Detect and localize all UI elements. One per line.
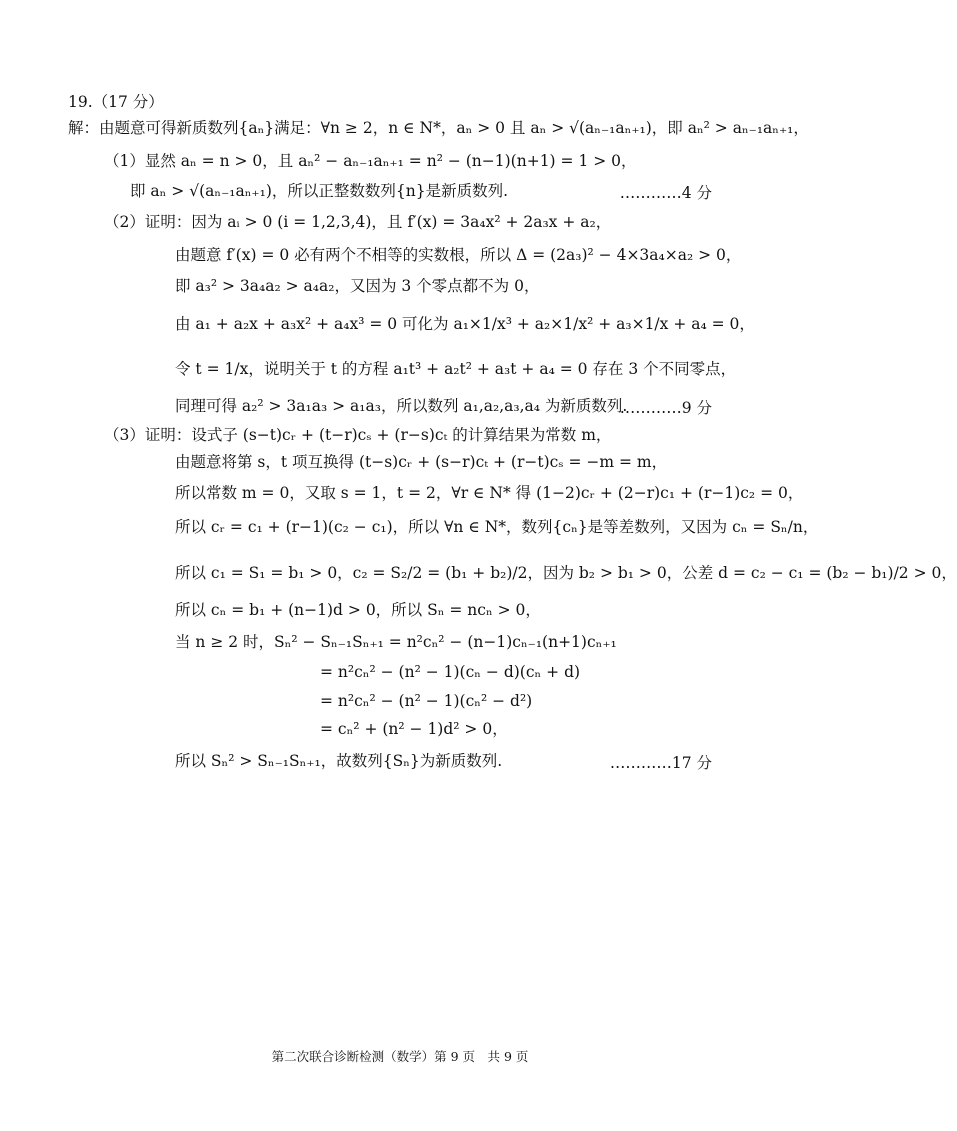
part3-line11: 所以 Sₙ² > Sₙ₋₁Sₙ₊₁，故数列{Sₙ}为新质数列.	[175, 752, 503, 770]
part3-line2: 由题意将第 s，t 项互换得 (t−s)cᵣ + (s−r)cₜ + (r−t)cₛ = −m = m，	[175, 453, 668, 471]
part3-line4: 所以 cᵣ = c₁ + (r−1)(c₂ − c₁)，所以 ∀n ∈ N*，数列{cₙ}是等差数列，又因为 cₙ = Sₙ/n，	[175, 518, 819, 536]
part2-line2: 由题意 f′(x) = 0 必有两个不相等的实数根，所以 Δ = (2a₃)² − 4×3a₄×a₂ > 0，	[175, 246, 742, 264]
part1-line2: 即 aₙ > √(aₙ₋₁aₙ₊₁)，所以正整数数列{n}是新质数列.	[130, 182, 509, 200]
score-17: …………17 分	[609, 754, 712, 772]
part1-line1: （1）显然 aₙ = n > 0，且 aₙ² − aₙ₋₁aₙ₊₁ = n² − (n−1)(n+1) = 1 > 0，	[104, 152, 637, 170]
part2-line6: 同理可得 a₂² > 3a₁a₃ > a₁a₃，所以数列 a₁,a₂,a₃,a₄ 为新质数列.	[175, 397, 628, 415]
part3-line8: = n²cₙ² − (n² − 1)(cₙ − d)(cₙ + d)	[320, 663, 581, 681]
part2-line3: 即 a₃² > 3a₄a₂ > a₄a₂，又因为 3 个零点都不为 0，	[175, 277, 540, 295]
solution-intro: 解：由题意可得新质数列{aₙ}满足：∀n ≥ 2，n ∈ N*，aₙ > 0 且 aₙ > √(aₙ₋₁aₙ₊₁)，即 aₙ² > aₙ₋₁aₙ₊₁，	[68, 119, 809, 137]
part2-line1: （2）证明：因为 aᵢ > 0 (i = 1,2,3,4)，且 f′(x) = 3a₄x² + 2a₃x + a₂，	[104, 213, 612, 231]
part2-line5: 令 t = 1/x，说明关于 t 的方程 a₁t³ + a₂t² + a₃t + a₄ = 0 存在 3 个不同零点，	[175, 360, 737, 378]
part3-line6: 所以 cₙ = b₁ + (n−1)d > 0，所以 Sₙ = ncₙ > 0，	[175, 601, 541, 619]
part3-line1: （3）证明：设式子 (s−t)cᵣ + (t−r)cₛ + (r−s)cₜ 的计算结果为常数 m，	[104, 426, 612, 444]
part3-line5: 所以 c₁ = S₁ = b₁ > 0，c₂ = S₂/2 = (b₁ + b₂)/2，因为 b₂ > b₁ > 0，公差 d = c₂ − c₁ = (b₂ − b₁)/2 > 0，	[175, 564, 957, 582]
part2-line4: 由 a₁ + a₂x + a₃x² + a₄x³ = 0 可化为 a₁×1/x³ + a₂×1/x² + a₃×1/x + a₄ = 0，	[175, 315, 755, 333]
problem-header: 19.（17 分）	[68, 93, 164, 111]
part3-line7: 当 n ≥ 2 时，Sₙ² − Sₙ₋₁Sₙ₊₁ = n²cₙ² − (n−1)cₙ₋₁(n+1)cₙ₊₁	[175, 633, 617, 651]
part3-line9: = n²cₙ² − (n² − 1)(cₙ² − d²)	[320, 692, 533, 710]
part3-line3: 所以常数 m = 0，又取 s = 1，t = 2，∀r ∈ N* 得 (1−2)cᵣ + (2−r)c₁ + (r−1)c₂ = 0，	[175, 484, 804, 502]
score-9: …………9 分	[619, 399, 712, 417]
part3-line10: = cₙ² + (n² − 1)d² > 0，	[320, 720, 508, 738]
score-4: …………4 分	[619, 184, 712, 202]
page-footer: 第二次联合诊断检测（数学）第 9 页 共 9 页	[271, 1049, 529, 1064]
